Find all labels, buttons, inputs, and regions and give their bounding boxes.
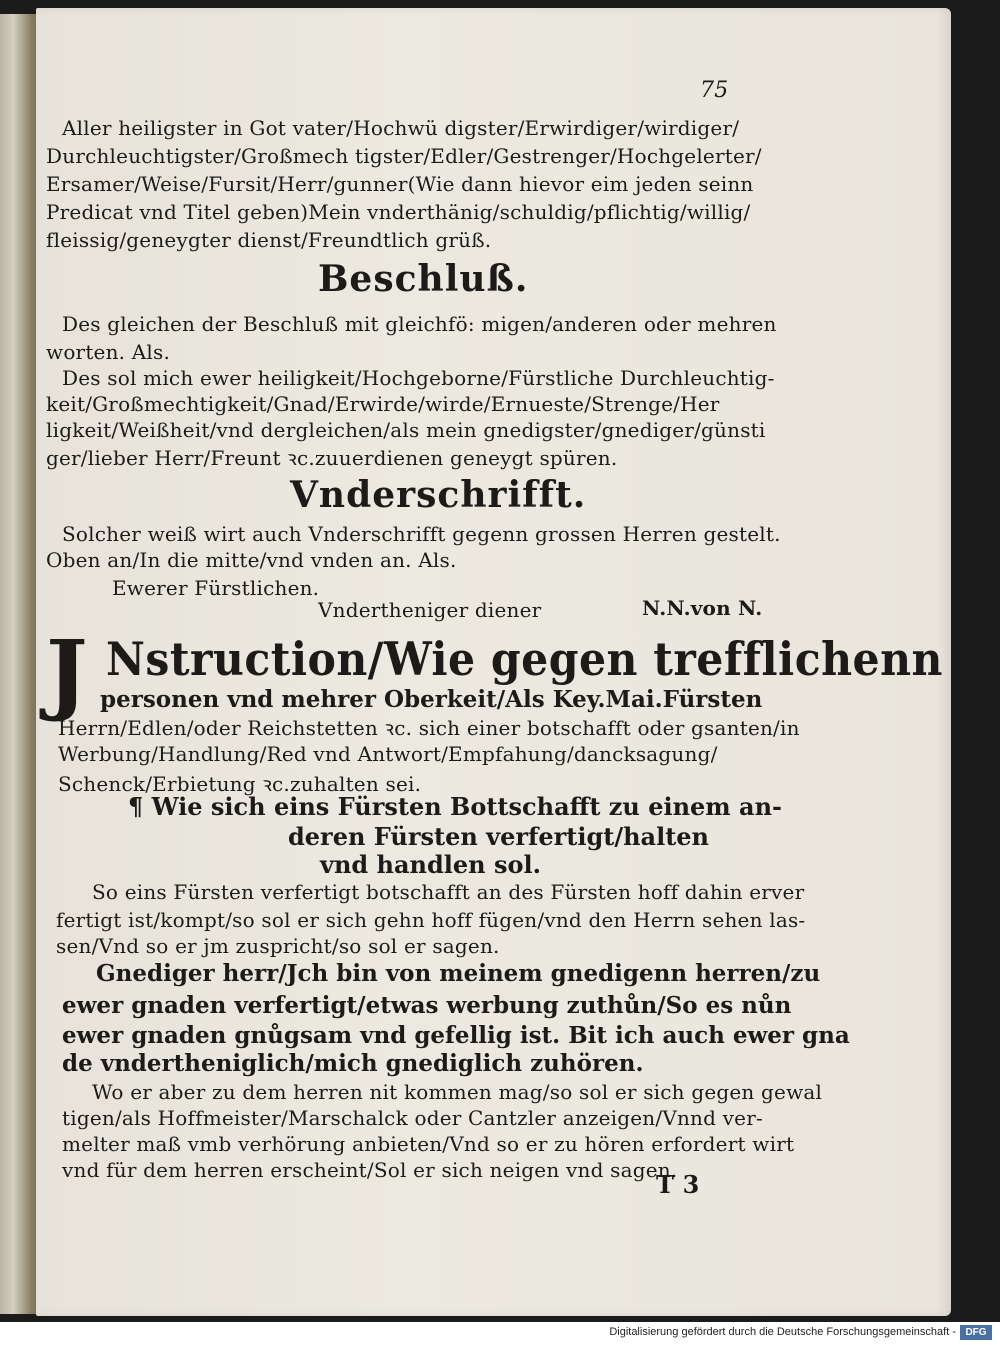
text-line: vnd für dem herren erscheint/Sol er sich neigen vnd sagen. xyxy=(62,1158,678,1182)
text-line: worten. Als. xyxy=(46,340,171,364)
text-line: personen vnd mehrer Oberkeit/Als Key.Mai.Fürsten xyxy=(100,686,763,713)
text-line: Des sol mich ewer heiligkeit/Hochgeborne/Fürstliche Durchleuchtig- xyxy=(62,366,775,390)
text-line: tigen/als Hoffmeister/Marschalck oder Cantzler anzeigen/Vnnd ver- xyxy=(62,1106,763,1130)
signature-left: Ewerer Fürstlichen. xyxy=(112,576,320,600)
signature-middle: Vndertheniger diener xyxy=(318,598,542,622)
text-line: Wo er aber zu dem herren nit kommen mag/so sol er sich gegen gewal xyxy=(92,1080,823,1104)
speech-line: Gnediger herr/Jch bin von meinem gnedigenn herren/zu xyxy=(96,960,821,987)
text-line: Des gleichen der Beschluß mit gleichfö: migen/anderen oder mehren xyxy=(62,312,777,336)
text-line: Werbung/Handlung/Red vnd Antwort/Empfahung/dancksagung/ xyxy=(58,742,718,766)
text-line: Ersamer/Weise/Fursit/Herr/gunner(Wie dann hievor eim jeden seinn xyxy=(46,172,754,196)
text-line: Solcher weiß wirt auch Vnderschrifft gegenn grossen Herren gestelt. xyxy=(62,522,781,546)
text-line: ger/lieber Herr/Freunt ꝛc.zuuerdienen geneygt spüren. xyxy=(46,446,618,470)
heading-underschrifft: Vnderschrifft. xyxy=(290,474,587,516)
text-line: Predicat vnd Titel geben)Mein vnderthänig/schuldig/pflichtig/willig/ xyxy=(46,200,751,224)
text-line: Aller heiligster in Got vater/Hochwü digster/Erwirdiger/wirdiger/ xyxy=(62,116,740,140)
text-line: keit/Großmechtigkeit/Gnad/Erwirde/wirde/Ernueste/Strenge/Her xyxy=(46,392,720,416)
subheading-line: ¶ Wie sich eins Fürsten Bottschafft zu einem an- xyxy=(128,792,783,821)
instruction-title: Nstruction/Wie gegen trefflichenn xyxy=(106,632,943,686)
text-line: melter maß vmb verhörung anbieten/Vnd so er zu hören erfordert wirt xyxy=(62,1132,795,1156)
dfg-logo: DFG xyxy=(960,1325,992,1340)
footer-bar xyxy=(0,1322,1000,1345)
speech-line: ewer gnaden verfertigt/etwas werbung zuthůn/So es nůn xyxy=(62,992,792,1019)
text-line: Oben an/In die mitte/vnd vnden an. Als. xyxy=(46,548,457,572)
speech-line: ewer gnaden gnůgsam vnd gefellig ist. Bit ich auch ewer gna xyxy=(62,1022,850,1049)
subheading-line: deren Fürsten verfertigt/halten xyxy=(288,822,710,851)
text-line: So eins Fürsten verfertigt botschafft an des Fürsten hoff dahin erver xyxy=(92,880,805,904)
decorative-initial: J xyxy=(46,620,88,724)
page-number: 75 xyxy=(700,78,729,103)
text-line: fleissig/geneygter dienst/Freundtlich grüß. xyxy=(46,228,492,252)
text-line: fertigt ist/kompt/so sol er sich gehn hoff fügen/vnd den Herrn sehen las- xyxy=(56,908,806,932)
text-line: Schenck/Erbietung ꝛc.zuhalten sei. xyxy=(58,772,422,796)
heading-beschluss: Beschluß. xyxy=(318,258,529,300)
text-line: Herrn/Edlen/oder Reichstetten ꝛc. sich einer botschafft oder gsanten/in xyxy=(58,716,800,740)
footer-credit: Digitalisierung gefördert durch die Deutsche Forschungsgemeinschaft - xyxy=(609,1326,956,1338)
book-page xyxy=(36,8,951,1316)
speech-line: de vndertheniglich/mich gnediglich zuhören. xyxy=(62,1050,644,1077)
text-line: Durchleuchtigster/Großmech tigster/Edler/Gestrenger/Hochgelerter/ xyxy=(46,144,762,168)
signature-mark: T 3 xyxy=(656,1170,700,1199)
signature-right: N.N.von N. xyxy=(642,596,763,620)
subheading-line: vnd handlen sol. xyxy=(320,850,541,879)
text-line: sen/Vnd so er jm zuspricht/so sol er sagen. xyxy=(56,934,500,958)
text-line: ligkeit/Weißheit/vnd dergleichen/als mein gnedigster/gnediger/günsti xyxy=(46,418,766,442)
